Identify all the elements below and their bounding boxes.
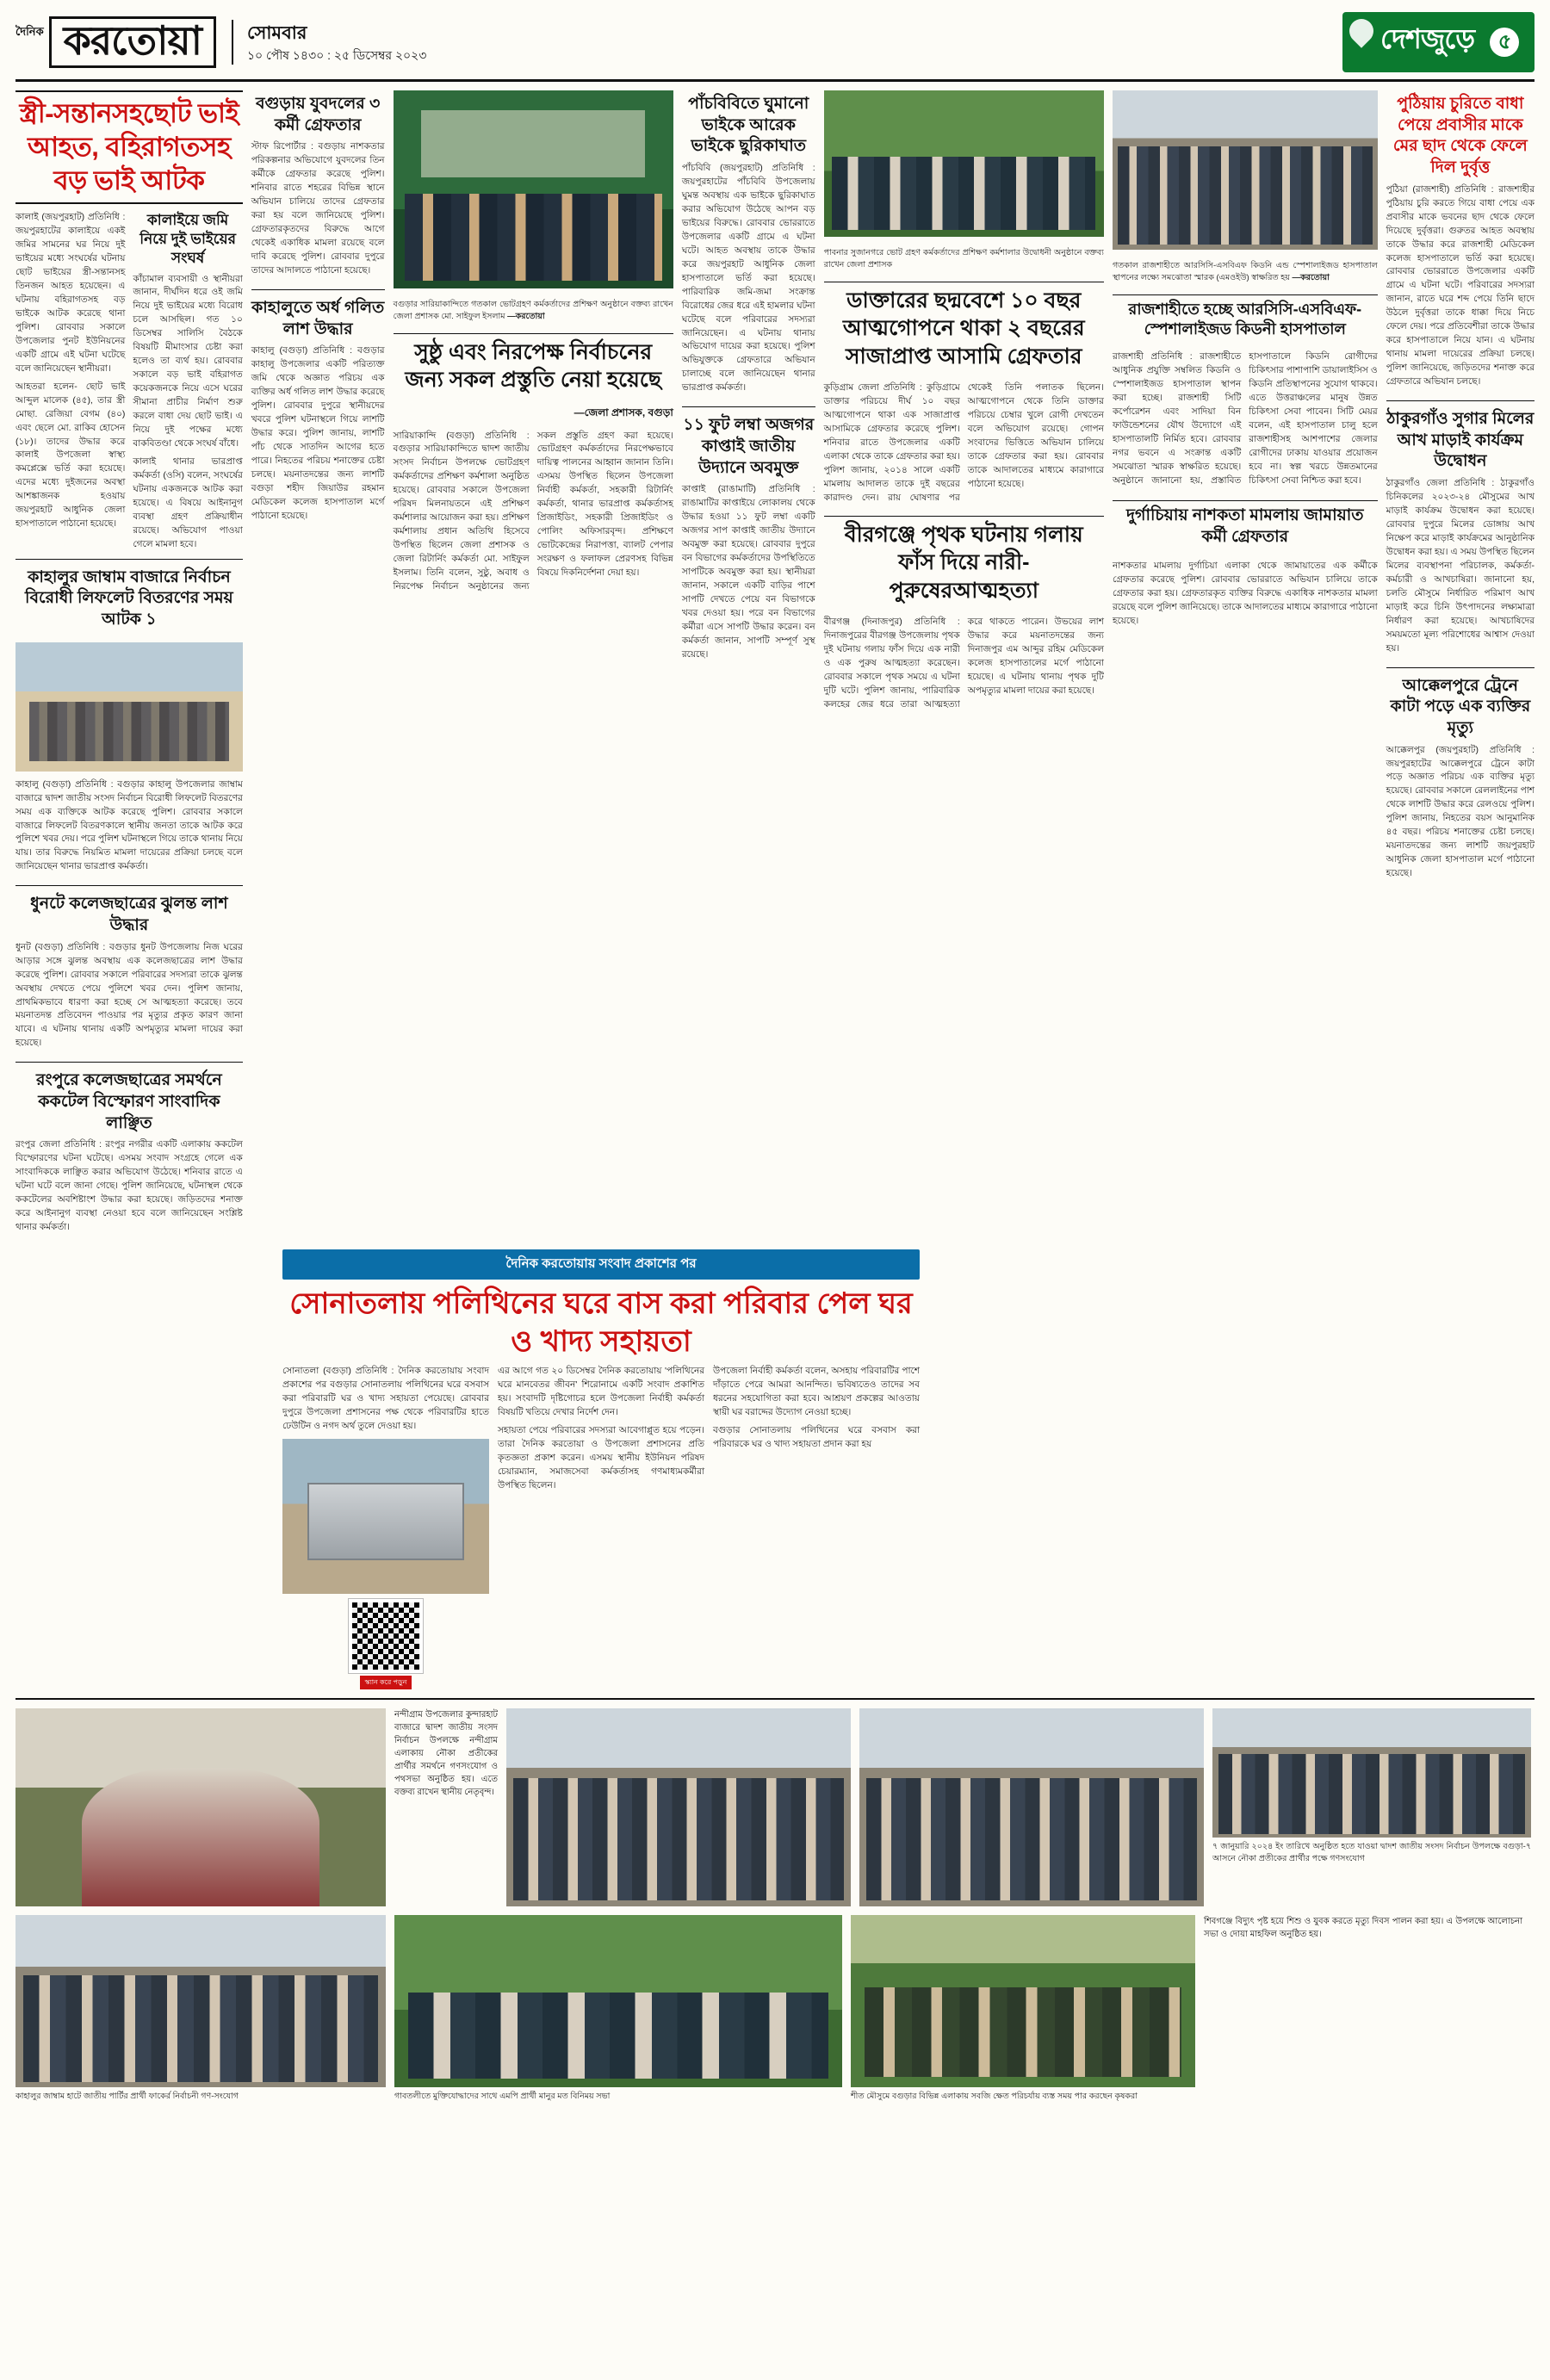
rajshahi-hospital-text: রাজশাহী প্রতিনিধি : রাজশাহীতে আধুনিক প্রযুক্তি সম্বলিত কিডনি ও স্পেশালাইজড হাসপাতাল স্থাপন করা হচ্ছে। রাজশাহী সিটি কর্পোরেশন এবং সাদিয়া বিন ফাউন্ডেশনের যৌথ উদ্যোগে এই হাসপাতালটি নির্মিত হবে। রোববার নগর ভবনে এ সংক্রান্ত একটি সমঝোতা স্মারক স্বাক্ষরিত হয়েছে। অনুষ্ঠানে জানানো হয়, প্রস্তাবিত হাসপাতালে কিডনি রোগীদের চিকিৎসার পাশাপাশি ডায়ালাইসিস ও কিডনি প্রতিস্থাপনের সুযোগ থাকবে। এতে উত্তরাঞ্চলের মানুষ উন্নত চিকিৎসা সেবা পাবেন। সিটি মেয়র বলেন, এই হাসপাতাল চালু হলে রাজশাহীসহ আশপাশের জেলার রোগীদের ঢাকায় যাওয়ার প্রয়োজন হবে না। স্বল্প খরচে উন্নতমানের চিকিৎসা সেবা নিশ্চিত করা হবে। [1112,351,1378,486]
feature-headline: সোনাতলায় পলিথিনের ঘরে বাস করা পরিবার পেল ঘর ও খাদ্য সহায়তা [289,1287,913,1359]
lead-subheadline: কালাইয়ে জমি নিয়ে দুই ভাইয়ের সংঘর্ষ [140,212,236,267]
birganj-headline: বীরগঞ্জে পৃথক ঘটনায় গলায় ফাঁস দিয়ে নারী-পুরুষেরআত্মহত্যা [824,516,1104,605]
kahalu-corpse-body [251,344,385,523]
bottom-cell-4 [1212,1708,1531,1906]
feature-col-1 [282,1365,489,1689]
panchbibi-text: পাঁচবিবি (জয়পুরহাট) প্রতিনিধি : জয়পুরহাটের পাঁচবিবি উপজেলায় ঘুমন্ত অবস্থায় এক ভাইকে ছুরিকাঘাত করার অভিযোগ উঠেছে আপন বড় ভাইয়ের বিরুদ্ধে। রোববার ভোররাতে উপজেলার একটি গ্রামে এ ঘটনা ঘটে। আহত অবস্থায় তাকে উদ্ধার করে জয়পুরহাট আধুনিক জেলা হাসপাতালে ভর্তি করা হয়েছে। পারিবারিক জমি-জমা সংক্রান্ত বিরোধের জের ধরে এই হামলার ঘটনা ঘটেছে বলে পরিবারের সদস্যরা জানিয়েছেন। এ ঘটনায় থানায় অভিযোগ দায়ের করা হয়েছে। পুলিশ অভিযুক্তকে গ্রেফতারে অভিযান চালাচ্ছে বলে জানিয়েছেন থানার ভারপ্রাপ্ত কর্মকর্তা। [681,163,815,394]
feature-kicker: দৈনিক করতোয়ায় সংবাদ প্রকাশের পর [282,1249,920,1280]
photo-mou-signing [1113,90,1378,250]
rangpur-body [16,1138,243,1235]
election-feature-headline: সুষ্ঠু এবং নিরপেক্ষ নির্বাচনের জন্য সকল প্রস্তুতি নেয়া হয়েছে [394,333,673,394]
feature-paragraph-3: উপজেলা নির্বাহী কর্মকর্তা বলেন, অসহায় পরিবারটির পাশে দাঁড়াতে পেরে আমরা আনন্দিত। ভবিষ্যতেও তাদের সব ধরনের সহযোগিতা করা হবে। আশ্রয়ণ প্রকল্পের আওতায় স্থায়ী ঘর বরাদ্দের উদ্যোগ নেওয়া হচ্ছে। [713,1366,920,1418]
kahalu-corpse-text: কাহালু (বগুড়া) প্রতিনিধি : বগুড়ার কাহালু উপজেলার একটি পরিত্যক্ত জমি থেকে অজ্ঞাত পরিচয় এক ব্যক্তির অর্ধ গলিত লাশ উদ্ধার করেছে পুলিশ। রোববার দুপুরে স্থানীয়দের খবরে পুলিশ ঘটনাস্থলে গিয়ে লাশটি উদ্ধার করে। পুলিশ জানায়, লাশটি পাঁচ থেকে সাতদিন আগের হতে পারে। নিহতের পরিচয় শনাক্তের চেষ্টা চলছে। ময়নাতদন্তের জন্য লাশটি বগুড়া শহীদ জিয়াউর রহমান মেডিকেল কলেজ হাসপাতাল মর্গে পাঠানো হয়েছে। [251,345,385,521]
jubodal-headline: বগুড়ায় যুবদলের ৩ কর্মী গ্রেফতার [255,95,381,134]
akkelpur-headline: আক্কেলপুরে ট্রেনে কাটা পড়ে এক ব্যক্তির মৃত্যু [1390,676,1531,737]
qr-caption: স্ক্যান করে পড়ুন [360,1676,412,1689]
rangpur-headline: রংপুরে কলেজছাত্রের সমর্থনে ককটেল বিস্ফোরণ সাংবাদিক লাঞ্ছিত [36,1071,222,1132]
photo-rally-banner [506,1708,851,1906]
birganj-body [824,616,1104,712]
story-python [682,406,815,666]
rajshahi-hospital-headline: রাজশাহীতে হচ্ছে আরসিসি-এসবিএফ-স্পেশালাইজড কিডনী হাসপাতাল [1113,294,1378,340]
lead-body [16,211,243,551]
caption-credit: —করতোয়া [507,311,545,321]
kahalu-leaflet-body [16,778,243,879]
doctor-disguise-body [824,381,1104,505]
caption-credit: —করতোয়া [1292,272,1330,282]
issue-date-full: ১০ পৌষ ১৪৩০ : ২৫ ডিসেম্বর ২০২৩ [246,48,427,63]
page-body [16,90,1534,1239]
durgachia-text: নাশকতার মামলায় দুর্গাচিয়া এলাকা থেকে জামায়াতের এক কর্মীকে গ্রেফতার করেছে পুলিশ। রোববার ভোররাতে অভিযান চালিয়ে তাকে গ্রেফতার করা হয়। গ্রেফতারকৃত ব্যক্তির বিরুদ্ধে একাধিক নাশকতার মামলা রয়েছে বলে পুলিশ জানিয়েছে। তাকে আদালতের মাধ্যমে কারাগারে পাঠানো হয়েছে। [1112,560,1378,626]
caption-text: গতকাল রাজশাহীতে আরসিসি-এসবিএফ কিডনি এন্ড স্পেশালাইজড হাসপাতাল স্থাপনের লক্ষ্যে সমঝোতা স্মারক (এমওইউ) স্বাক্ষরিত হয় [1112,261,1378,282]
rangpur-text: রংপুর জেলা প্রতিনিধি : রংপুর নগরীর একটি এলাকায় ককটেল বিস্ফোরণের ঘটনা ঘটেছে। এসময় সংবাদ সংগ্রহে গেলে এক সাংবাদিককে লাঞ্ছিত করার অভিযোগ উঠেছে। শনিবার রাতে এ ঘটনা ঘটে বলে জানা গেছে। পুলিশ জানিয়েছে, ঘটনাস্থল থেকে ককটেলের অবশিষ্টাংশ উদ্ধার করা হয়েছে। জড়িতদের শনাক্ত করে আইনানুগ ব্যবস্থা নেওয়া হবে বলে জানিয়েছেন সংশ্লিষ্ট থানার কর্মকর্তা। [16,1139,243,1233]
section-brand [1342,12,1534,72]
leaf-icon [1344,14,1379,48]
lead-paragraph-1: কালাই (জয়পুরহাট) প্রতিনিধি : জয়পুরহাটের কালাইয়ে একই জমির সামনের ঘর নিয়ে দুই ভাইয়ের মধ্যে সংঘর্ষের ঘটনায় ছোট ভাইয়ের স্ত্রী-সন্তানসহ তিনজন আহত হয়েছেন। এ ঘটনায় বহিরাগতসহ বড় ভাইকে আটক করেছে থানা পুলিশ। রোববার সকালে উপজেলার পুনট ইউনিয়নের একটি গ্রামে এই ঘটনা ঘটেছে বলে জানিয়েছেন স্থানীয়রা। [16,212,126,374]
page-number: ৫ [1490,28,1519,57]
photo-mou-caption [1113,260,1378,284]
panchbibi-headline: পাঁচবিবিতে ঘুমানো ভাইকে আরেক ভাইকে ছুরিকাঘাত [688,95,809,156]
photo-group-meeting-caption: ৭ জানুয়ারি ২০২৪ ইং তারিখে অনুষ্ঠিত হতে যাওয়া দ্বাদশ জাতীয় সংসদ নির্বাচন উপলক্ষে বগুড়া-৭ আসনে নৌকা প্রতীকের প্রার্থীর পক্ষে গণসংযোগ [1212,1842,1531,1864]
puthia-body [1386,183,1534,389]
durgachia-body [1113,560,1378,633]
lead-headline-banner [16,90,243,204]
logo-kicker: দৈনিক [16,25,44,38]
caption-text: বগুড়ার সারিয়াকান্দিতে গতকাল ভোটগ্রহণ কর্মকর্তাদের প্রশিক্ষণ অনুষ্ঠানে বক্তব্য রাখেন জেলা প্রশাসক মো. সাইফুল ইসলাম [393,300,673,321]
story-jubodal [251,90,385,282]
story-puthia [1386,90,1534,394]
election-feature-text: সারিয়াকান্দি (বগুড়া) প্রতিনিধি : বগুড়ার সারিয়াকান্দিতে দ্বাদশ জাতীয় সংসদ নির্বাচন উপলক্ষে ভোটগ্রহণ কর্মকর্তাদের প্রশিক্ষণ কর্মশালা অনুষ্ঠিত হয়েছে। রোববার সকালে উপজেলা পরিষদ মিলনায়তনে এই প্রশিক্ষণ কর্মশালার আয়োজন করা হয়। প্রশিক্ষণ কর্মশালায় প্রধান অতিথি হিসেবে উপস্থিত ছিলেন জেলা প্রশাসক ও জেলা রিটার্নিং কর্মকর্তা মো. সাইফুল ইসলাম। তিনি বলেন, সুষ্ঠু, অবাধ ও নিরপেক্ষ নির্বাচন অনুষ্ঠানের জন্য সকল প্রস্তুতি গ্রহণ করা হয়েছে। ভোটগ্রহণ কর্মকর্তাদের নিরপেক্ষভাবে দায়িত্ব পালনের আহ্বান জানান তিনি। এসময় উপস্থিত ছিলেন উপজেলা নির্বাহী কর্মকর্তা, সহকারী রিটার্নিং কর্মকর্তা, থানার ভারপ্রাপ্ত কর্মকর্তাসহ প্রিজাইডিং, সহকারী প্রিজাইডিং ও পোলিং অফিসারবৃন্দ। প্রশিক্ষণে ভোটকেন্দ্রের নিরাপত্তা, ব্যালট পেপার সংরক্ষণ ও ফলাফল প্রেরণসহ বিভিন্ন বিষয়ে দিকনির্দেশনা দেয়া হয়। [393,430,673,592]
bottom-photo-grid-2 [16,1915,1534,2103]
feature-paragraph-1: সোনাতলা (বগুড়া) প্রতিনিধি : দৈনিক করতোয়ায় সংবাদ প্রকাশের পর বগুড়ার সোনাতলায় পলিথিনের ঘরে বসবাস করা পরিবারটি ঘর ও খাদ্য সহায়তা পেয়েছে। রোববার দুপুরে উপজেলা প্রশাসনের পক্ষ থেকে পরিবারটির হাতে ঢেউটিন ও নগদ অর্থ তুলে দেওয়া হয়। [282,1366,489,1432]
qr-code-icon[interactable] [349,1599,423,1673]
column-right-rail [1386,90,1534,1239]
qr-block[interactable] [282,1599,489,1689]
kahalu-leaflet-headline: কাহালুর জাম্বাম বাজারে নির্বাচন বিরোধী লিফলেট বিতরণের সময় আটক ১ [25,567,233,629]
akkelpur-text: আক্কেলপুর (জয়পুরহাট) প্রতিনিধি : জয়পুরহাটের আক্কেলপুরে ট্রেনে কাটা পড়ে অজ্ঞাত পরিচয় এক ব্যক্তির মৃত্যু হয়েছে। রোববার সকালে রেললাইনের পাশ থেকে লাশটি উদ্ধার করে রেলওয়ে পুলিশ। পুলিশ জানায়, নিহতের বয়স আনুমানিক ৪৫ বছর। পরিচয় শনাক্তের চেষ্টা চলছে। ময়নাতদন্তের জন্য লাশটি জয়পুরহাট আধুনিক জেলা হাসপাতাল মর্গে পাঠানো হয়েছে। [1386,744,1534,879]
photo-election-training-2 [394,90,673,288]
photo-election-training-1 [16,642,243,772]
column-rajshahi [1113,90,1378,1239]
bottom2-cell-2 [394,1915,842,2103]
photo-election-training-caption [394,299,673,323]
column-2 [251,90,385,1239]
bottom-side-note-1 [394,1708,498,1906]
sugar-mill-text: ঠাকুরগাঁও জেলা প্রতিনিধি : ঠাকুরগাঁও চিনিকলের ২০২৩-২৪ মৌসুমের আখ মাড়াই কার্যক্রম উদ্বোধন করা হয়েছে। রোববার দুপুরে মিলের ডোঙ্গায় আখ নিক্ষেপ করে মাড়াই কার্যক্রমের আনুষ্ঠানিক উদ্বোধন করা হয়। এ সময় উপস্থিত ছিলেন মিলের ব্যবস্থাপনা পরিচালক, কর্মকর্তা-কর্মচারী ও আখচাষিরা। জানানো হয়, চলতি মৌসুমে নির্ধারিত পরিমাণ আখ মাড়াই করে চিনি উৎপাদনের লক্ষ্যমাত্রা নির্ধারণ করা হয়েছে। আখচাষিদের সময়মতো মূল্য পরিশোধের আশ্বাস দেওয়া হয়। [1386,478,1534,654]
photo-pabna-training [824,90,1104,237]
lead-paragraph-4: কালাই থানার ভারপ্রাপ্ত কর্মকর্তা (ওসি) বলেন, সংঘর্ষের ঘটনায় একজনকে আটক করা হয়েছে। এ বিষয়ে আইনানুগ ব্যবস্থা গ্রহণ প্রক্রিয়াধীন রয়েছে। অভিযোগ পাওয়া গেলে মামলা হবে। [133,456,243,549]
bottom-cell-3 [859,1708,1204,1906]
lead-paragraph-3: কাঁচামাল ব্যবসায়ী ও স্থানীয়রা জানান, দীর্ঘদিন ধরে ওই জমি নিয়ে দুই ভাইয়ের মধ্যে বিরোধ চলে আসছিল। গত ১০ ডিসেম্বর সালিসি বৈঠকে বিষয়টি মীমাংসার চেষ্টা করা হলেও তা ব্যর্থ হয়। রোববার সকালে বড় ভাই বহিরাগত কয়েকজনকে নিয়ে এসে ঘরের সীমানা প্রাচীর নির্মাণ শুরু করলে বাধা দেয় ছোট ভাই। এ নিয়ে দুই পক্ষের মধ্যে বাকবিতণ্ডা থেকে সংঘর্ষ বাঁধে। [133,273,243,449]
story-sugar-mill [1386,400,1534,660]
photo-sonatala-house [282,1439,489,1594]
feature-paragraph-2: এর আগে গত ২০ ডিসেম্বর দৈনিক করতোয়ায় 'পলিথিনের ঘরে মানবেতর জীবন' শিরোনামে একটি সংবাদ প্রকাশিত হয়। সংবাদটি দৃষ্টিগোচর হলে উপজেলা নির্বাহী কর্মকর্তা বিষয়টি খতিয়ে দেখার নির্দেশ দেন। [498,1366,704,1418]
dhunat-headline: ধুনটে কলেজছাত্রের ঝুলন্ত লাশ উদ্ধার [30,895,228,935]
rajshahi-hospital-body [1113,350,1378,490]
column-middle-right [824,90,1104,1239]
masthead [16,12,1534,82]
feature-col-2 [498,1365,704,1689]
feature-photo-caption: বগুড়ার সোনাতলায় পলিথিনের ঘরে বসবাস করা পরিবারকে ঘর ও খাদ্য সহায়তা প্রদান করা হয় [713,1425,920,1450]
issue-weekday: সোমবার [246,22,307,43]
python-text: কাপ্তাই (রাঙামাটি) প্রতিনিধি : রাঙামাটির কাপ্তাইয়ে লোকালয় থেকে উদ্ধার হওয়া ১১ ফুট লম্বা একটি অজগর সাপ কাপ্তাই জাতীয় উদ্যানে অবমুক্ত করা হয়েছে। রোববার দুপুরে বন বিভাগের কর্মকর্তাদের উপস্থিতিতে সাপটিকে অবমুক্ত করা হয়। স্থানীয়রা জানান, সকালে একটি বাড়ির পাশে সাপটি দেখতে পেয়ে বন বিভাগকে খবর দেওয়া হয়। পরে বন বিভাগের কর্মীরা এসে সাপটি উদ্ধার করেন। বন কর্মকর্তা জানান, সাপটি সম্পূর্ণ সুস্থ রয়েছে। [681,484,815,660]
story-kahalu-leaflet [16,559,243,635]
story-dhunat [16,885,243,1055]
newspaper-logo [16,16,216,68]
durgachia-headline: দুর্গাচিয়ায় নাশকতা মামলায় জামায়াত কর্মী গ্রেফতার [1113,500,1378,548]
section-name: দেশজুড়ে [1380,23,1475,54]
photo-freedom-fighters-caption: গাবতলীতে মুক্তিযোদ্ধাদের সাথে এমপি প্রার্থী মানুর মত বিনিময় সভা [394,2092,611,2102]
puthia-text: পুঠিয়া (রাজশাহী) প্রতিনিধি : রাজশাহীর পুঠিয়ায় চুরি করতে গিয়ে বাধা পেয়ে এক প্রবাসীর মাকে ভবনের ছাদ থেকে ফেলে দিয়েছে দুর্বৃত্তরা। গুরুতর আহত অবস্থায় তাকে উদ্ধার করে রাজশাহী মেডিকেল কলেজ হাসপাতালে ভর্তি করা হয়েছে। রোববার ভোররাতে উপজেলার একটি গ্রামে এ ঘটনা ঘটে। পরিবারের সদস্যরা জানান, রাতে ঘরে শব্দ পেয়ে তিনি ছাদে উঠলে দুর্বৃত্তরা তাকে ধাক্কা দিয়ে নিচে ফেলে দেয়। পরে প্রতিবেশীরা তাকে উদ্ধার করে হাসপাতালে নিয়ে যান। এ ঘটনায় থানায় মামলা দায়েরের প্রক্রিয়া চলছে। পুলিশ জানিয়েছে, জড়িতদের শনাক্ত করে গ্রেফতারে অভিযান চলছে। [1386,183,1534,387]
story-rangpur [16,1062,243,1239]
lead-headline: স্ত্রী-সন্তানসহছোট ভাই আহত, বহিরাগতসহ বড় ভাই আটক [19,98,239,195]
python-body [682,483,815,661]
photo-leaflet-distribution [859,1708,1204,1906]
bottom-photo-grid [16,1698,1534,1906]
photo-pabna-caption: পাবনার সুজানগরে ভোট গ্রহণ কর্মকর্তাদের প্রশিক্ষণ কর্মশালার উদ্বোধনী অনুষ্ঠানে বক্তব্য রাখেন জেলা প্রশাসক [823,248,1104,270]
feature-spacer [16,1249,274,1689]
puthia-headline: পুঠিয়ায় চুরিতে বাধা পেয়ে প্রবাসীর মাকে মের ছাদ থেকে ফেলে দিল দুর্বৃত্ত [1392,95,1528,177]
doctor-disguise-text: কুড়িগ্রাম জেলা প্রতিনিধি : কুড়িগ্রামে ডাক্তার পরিচয়ে দীর্ঘ ১০ বছর আত্মগোপনে থাকা এক সাজাপ্রাপ্ত আসামিকে গ্রেফতার করেছে পুলিশ। শনিবার রাতে উপজেলার একটি এলাকা থেকে তাকে গ্রেফতার করা হয়। পুলিশ জানায়, ২০১৪ সালে একটি মামলায় আদালত তাকে দুই বছরের কারাদণ্ড দেন। রায় ঘোষণার পর থেকেই তিনি পলাতক ছিলেন। আত্মগোপনে থেকে তিনি ডাক্তার পরিচয়ে চেম্বার খুলে রোগী দেখতেন বলে অভিযোগ রয়েছে। গোপন সংবাদের ভিত্তিতে অভিযান চালিয়ে তাকে গ্রেফতার করা হয়। রোববার তাকে আদালতের মাধ্যমে কারাগারে পাঠানো হয়েছে। [823,382,1104,503]
photo-candidate-campaign [16,1708,386,1906]
story-akkelpur [1386,667,1534,886]
photo-vegetable-field [851,1915,1195,2087]
feature-section [16,1249,1534,1689]
bottom2-cell-1 [16,1915,386,2103]
akkelpur-body [1386,744,1534,882]
photo-freedom-fighters-meeting [394,1915,842,2087]
bottom-cell-2 [506,1708,851,1906]
feature-main [282,1249,920,1689]
feature-paragraph-4: সহায়তা পেয়ে পরিবারের সদস্যরা আবেগাপ্লুত হয়ে পড়েন। তারা দৈনিক করতোয়া ও উপজেলা প্রশাসনের প্রতি কৃতজ্ঞতা প্রকাশ করেন। এসময় স্থানীয় ইউনিয়ন পরিষদ চেয়ারম্যান, সমাজসেবা কর্মকর্তাসহ গণমাধ্যমকর্মীরা উপস্থিত ছিলেন। [498,1425,704,1491]
story-kahalu-corpse [251,289,385,528]
kahalu-leaflet-text: কাহালু (বগুড়া) প্রতিনিধি : বগুড়ার কাহালু উপজেলার জাম্বাম বাজারে দ্বাদশ জাতীয় সংসদ নির্বাচন বিরোধী লিফলেট বিতরণের সময় এক ব্যক্তিকে আটক করেছে পুলিশ। রোববার সকালে বাজারে লিফলেট বিতরণকালে স্থানীয় জনতা তাকে আটক করে পুলিশে খবর দেয়। পরে পুলিশ ঘটনাস্থলে গিয়ে তাকে থানায় নিয়ে যায়। তার বিরুদ্ধে নিয়মিত মামলা দায়েরের প্রক্রিয়া চলছে বলে জানিয়েছেন থানার ভারপ্রাপ্ত কর্মকর্তা। [16,778,243,872]
python-headline: ১১ ফুট লম্বা অজগর কাপ্তাই জাতীয় উদ্যানে অবমুক্ত [683,416,815,477]
photo-vegetable-field-caption: শীত মৌসুমে বগুড়ার বিভিন্ন এলাকায় সবজি ক্ষেত পরিচর্যায় ব্যস্ত সময় পার করছেন কৃষকরা [851,2092,1138,2102]
bottom-cell-1 [16,1708,386,1906]
column-5 [682,90,815,1239]
column-election-feature [394,90,673,1239]
sugar-mill-headline: ঠাকুরগাঁও সুগার মিলের আখ মাড়াই কার্যক্রম উদ্বোধন [1386,410,1534,471]
story-panchbibi [682,90,815,400]
dhunat-text: ধুনট (বগুড়া) প্রতিনিধি : বগুড়ার ধুনট উপজেলায় নিজ ঘরের আড়ার সঙ্গে ঝুলন্ত অবস্থায় এক কলেজছাত্রের লাশ উদ্ধার করেছে পুলিশ। রোববার সকালে পরিবারের সদস্যরা তাকে ঝুলন্ত অবস্থায় দেখতে পেয়ে পুলিশে খবর দেন। পুলিশ জানায়, প্রাথমিকভাবে ধারণা করা হচ্ছে সে আত্মহত্যা করেছে। তবে ময়নাতদন্ত প্রতিবেদন পাওয়ার পর মৃত্যুর প্রকৃত কারণ জানা যাবে। এ ঘটনায় থানায় একটি অপমৃত্যুর মামলা দায়ের করা হয়েছে। [16,941,243,1049]
lead-paragraph-2: আহতরা হলেন- ছোট ভাই আব্দুল মালেক (৪৫), তার স্ত্রী মোছা. রেজিয়া বেগম (৪০) এবং ছেলে মো. রাকিব হোসেন (১৮)। তাদের উদ্ধার করে কালাই উপজেলা স্বাস্থ্য কমপ্লেক্সে ভর্তি করা হয়েছে। এদের মধ্যে দুইজনের অবস্থা আশঙ্কাজনক হওয়ায় জয়পুরহাট আধুনিক জেলা হাসপাতালে পাঠানো হয়েছে। [16,381,126,530]
side-note-3-text: শিবগঞ্জে বিদ্যুৎ পৃষ্ট হয়ে শিশু ও যুবক করতে মৃত্যু দিবস পালন করা হয়। এ উপলক্ষে আলোচনা সভা ও দোয়া মাহফিল অনুষ্ঠিত হয়। [1204,1917,1522,1940]
kahalu-corpse-headline: কাহালুতে অর্ধ গলিত লাশ উদ্ধার [251,298,385,338]
panchbibi-body [682,162,815,395]
dhunat-body [16,941,243,1051]
jubodal-text: স্টাফ রিপোর্টার : বগুড়ায় নাশকতার পরিকল্পনার অভিযোগে যুবদলের তিন কর্মীকে গ্রেফতার করেছে পুলিশ। শনিবার রাতে শহরের বিভিন্ন স্থানে অভিযান চালিয়ে তাদের গ্রেফতার করা হয় বলে জানিয়েছে পুলিশ। গ্রেফতারকৃতদের বিরুদ্ধে আগে থেকেই একাধিক মামলা রয়েছে বলে দাবি করেছে পুলিশ। রোববার দুপুরে তাদের আদালতে পাঠানো হয়েছে। [251,141,385,276]
sugar-mill-body [1386,477,1534,655]
bottom2-cell-3 [851,1915,1195,2103]
photo-jatiya-party-caption: কাহালুর জাম্বাম হাটে জাতীয় পার্টির প্রার্থী ফাকের্র নির্বাচনী গণ-সংযোগ [16,2092,239,2102]
jubodal-body [251,140,385,278]
doctor-disguise-headline: ডাক্তারের ছদ্মবেশে ১০ বছর আত্মগোপনে থাকা ২ বছরের সাজাপ্রাপ্ত আসামি গ্রেফতার [824,282,1104,371]
section-badge [1342,12,1534,72]
issue-date [232,20,426,65]
side-note-1-text: নন্দীগ্রাম উপজেলার কুন্দারহাট বাজারে দ্বাদশ জাতীয় সংসদ নির্বাচন উপলক্ষে নন্দীগ্রাম এলাকায় নৌকা প্রতীকের প্রার্থীর সমর্থনে গণসংযোগ ও পথসভা অনুষ্ঠিত হয়। এতে বক্তব্য রাখেন স্থানীয় নেতৃবৃন্দ। [394,1710,498,1798]
column-lead [16,90,243,1239]
election-feature-body [394,430,673,594]
election-feature-subhead: —জেলা প্রশাসক, বগুড়া [574,406,673,418]
logo-title: করতোয়া [49,16,216,68]
bottom2-cell-4 [1204,1915,1522,2103]
feature-col-3 [713,1365,920,1689]
photo-group-meeting [1212,1708,1531,1838]
photo-jatiya-party-campaign [16,1915,386,2087]
birganj-text: বীরগঞ্জ (দিনাজপুর) প্রতিনিধি : দিনাজপুরের বীরগঞ্জ উপজেলায় পৃথক দুই ঘটনায় গলায় ফাঁস দিয়ে এক নারী ও এক পুরুষ আত্মহত্যা করেছেন। রোববার সকালে পৃথক সময়ে এ ঘটনা দুটি ঘটে। পুলিশ জানায়, পারিবারিক কলহের জের ধরে তারা আত্মহত্যা করে থাকতে পারেন। উভয়ের লাশ উদ্ধার করে ময়নাতদন্তের জন্য দিনাজপুর এম আব্দুর রহিম মেডিকেল কলেজ হাসপাতালের মর্গে পাঠানো হয়েছে। এ ঘটনায় থানায় পৃথক দুটি অপমৃত্যুর মামলা দায়ের করা হয়েছে। [823,617,1104,710]
